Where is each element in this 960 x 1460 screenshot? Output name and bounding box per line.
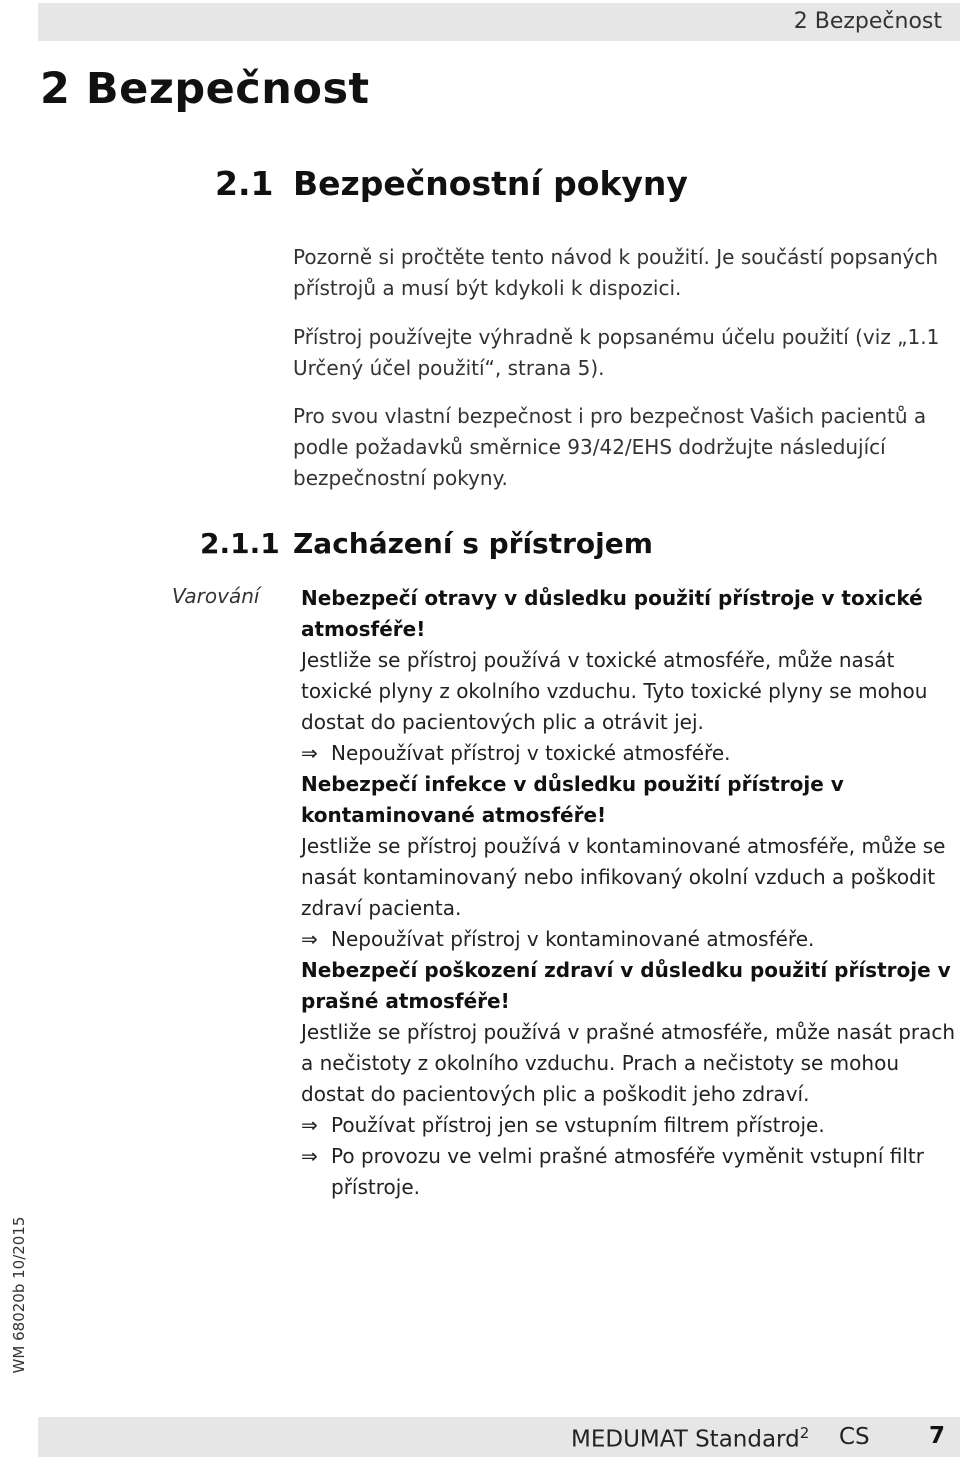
warning-body: Jestliže se přístroj používá v toxické atmosféře, může nasát toxické plyny z okolního vzduchu. Tyto toxické plyny se mohou dostat do pacientových plic a otrávit jej. [301, 648, 928, 734]
warning-side-label: Varování [172, 584, 260, 608]
arrow-right-icon: ⇒ [301, 1144, 318, 1168]
warning-heading: Nebezpečí otravy v důsledku použití přístroje v toxické atmosféře! [301, 586, 923, 641]
footer-product-superscript: 2 [799, 1424, 810, 1442]
intro-paragraph-2: Přístroj používejte výhradně k popsanému účelu použití (viz „1.1 Určený účel použití“, strana 5). [293, 325, 940, 380]
warning-action [301, 1141, 957, 1203]
footer-product-name [571, 1424, 809, 1453]
warning-body: Jestliže se přístroj používá v kontaminované atmosféře, může se nasát kontaminovaný nebo infikovaný okolní vzduch a poškodit zdraví pacienta. [301, 834, 946, 920]
running-header [38, 3, 960, 41]
page-footer [38, 1417, 960, 1457]
warning-action [301, 1110, 957, 1141]
warning-action [301, 738, 957, 769]
warning-action [301, 924, 957, 955]
warning-action-text: Nepoužívat přístroj v kontaminované atmosféře. [331, 927, 815, 951]
warning-heading: Nebezpečí poškození zdraví v důsledku použití přístroje v prašné atmosféře! [301, 958, 951, 1013]
chapter-title: 2 Bezpečnost [40, 64, 370, 114]
warnings-block [301, 583, 957, 1203]
warning-action-text: Používat přístroj jen se vstupním filtrem přístroje. [331, 1113, 825, 1137]
subsection-title: Zacházení s přístrojem [293, 527, 653, 560]
warning-action-text: Po provozu ve velmi prašné atmosféře vyměnit vstupní filtr přístroje. [331, 1144, 924, 1199]
arrow-right-icon: ⇒ [301, 1113, 318, 1137]
page-number: 7 [929, 1423, 946, 1449]
intro-paragraph-1: Pozorně si pročtěte tento návod k použití. Je součástí popsaných přístrojů a musí být kdykoli k dispozici. [293, 245, 939, 300]
warning-heading: Nebezpečí infekce v důsledku použití přístroje v kontaminované atmosféře! [301, 772, 844, 827]
footer-product-text: MEDUMAT Standard [571, 1426, 800, 1453]
subsection-heading [200, 527, 653, 560]
arrow-right-icon: ⇒ [301, 741, 318, 765]
footer-language: CS [839, 1424, 870, 1450]
arrow-right-icon: ⇒ [301, 927, 318, 951]
subsection-number: 2.1.1 [200, 527, 280, 560]
intro-paragraph-3: Pro svou vlastní bezpečnost i pro bezpečnost Vašich pacientů a podle požadavků směrnice 93/42/EHS dodržujte následující bezpečnostní pokyny. [293, 404, 927, 490]
document-code-text: WM 68020b 10/2015 [10, 1216, 28, 1374]
section-heading [215, 164, 688, 203]
section-title: Bezpečnostní pokyny [293, 164, 688, 203]
running-header-title: 2 Bezpečnost [793, 9, 942, 34]
section-number: 2.1 [215, 164, 274, 203]
warning-action-text: Nepoužívat přístroj v toxické atmosféře. [331, 741, 731, 765]
warning-body: Jestliže se přístroj používá v prašné atmosféře, může nasát prach a nečistoty z okolního vzduchu. Prach a nečistoty se mohou dostat do pacientových plic a poškodit jeho zdraví. [301, 1020, 956, 1106]
